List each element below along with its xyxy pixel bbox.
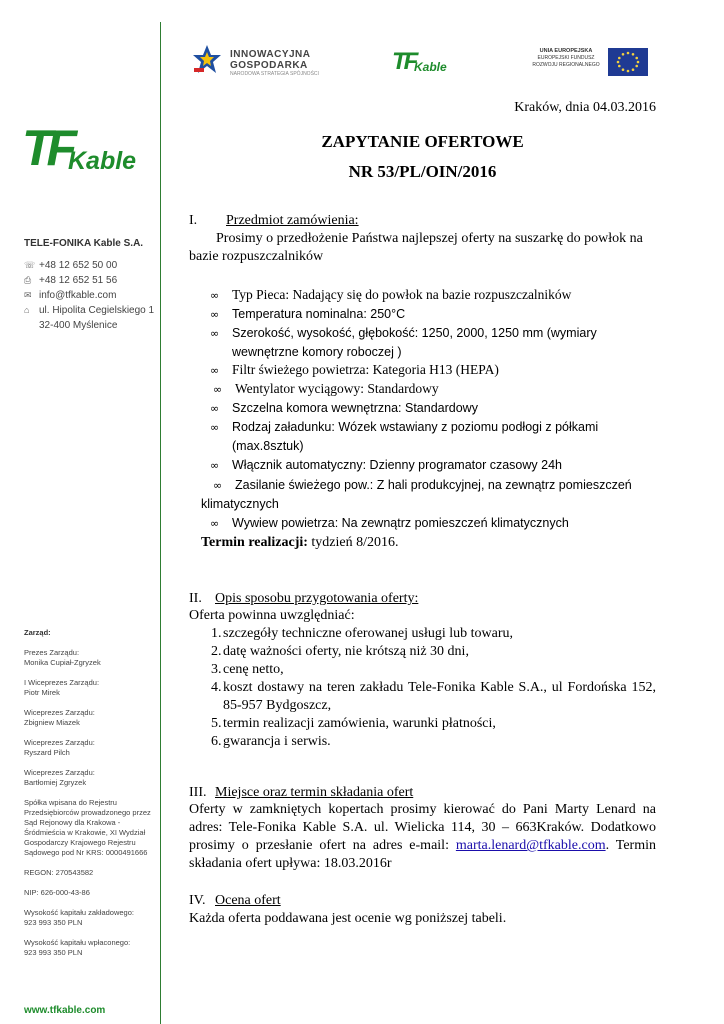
section-number: I.	[189, 213, 198, 228]
section-2-intro: Oferta powinna uwzględniać:	[189, 608, 355, 623]
board-member	[24, 708, 156, 728]
registry-info: Spółka wpisana do Rejestru Przedsiębiorców prowadzonego przez Sąd Rejonowy dla Krakowa - Śródmieścia w Krakowie, XI Wydział Gospodarczy Krajowego Rejestru Sądowego pod Nr KRS: 0000491666	[24, 798, 151, 857]
address-line2: 32-400 Myślenice	[39, 320, 118, 331]
eu-line1: UNIA EUROPEJSKA	[539, 48, 593, 54]
spec-item-continuation: wewnętrzne komory roboczej )	[232, 345, 402, 359]
board-name: Monika Cupiał-Zgryzek	[24, 658, 101, 667]
board-role: Wiceprezes Zarządu:	[24, 738, 95, 747]
term-value: tydzień 8/2016.	[307, 535, 399, 550]
board-member	[24, 678, 156, 698]
spec-item: ∞ Wentylator wyciągowy: Standardowy	[213, 380, 439, 399]
board-name: Bartłomiej Zgryzek	[24, 778, 87, 787]
infinity-bullet-icon: ∞	[210, 364, 220, 377]
sidebar-logo-kable: Kable	[68, 147, 137, 175]
board-info	[24, 628, 156, 968]
website-link[interactable]: www.tfkable.com	[24, 1005, 106, 1016]
spec-item: ∞ Filtr świeżego powietrza: Kategoria H13 (HEPA)	[210, 361, 499, 380]
capital-label: Wysokość kapitału wpłaconego:	[24, 938, 131, 947]
section-title: Opis sposobu przygotowania oferty:	[215, 591, 419, 606]
list-item: 4. koszt dostawy na teren zakładu Tele-Fonika Kable S.A., ul Fordońska 152, 85-957 Bydgoszcz,	[211, 680, 656, 713]
list-item: 2. datę ważności oferty, nie krótszą niż 30 dni,	[211, 644, 469, 659]
document-number: NR 53/PL/OIN/2016	[348, 162, 497, 181]
section-1-heading	[189, 212, 359, 230]
infinity-bullet-icon: ∞	[210, 402, 220, 415]
infinity-bullet-icon: ∞	[210, 421, 220, 434]
company-name: TELE-FONIKA Kable S.A.	[24, 238, 144, 249]
section-number: IV.	[189, 893, 206, 908]
phone-icon: ☏	[24, 260, 36, 270]
eu-line2: EUROPEJSKI FUNDUSZ	[537, 55, 595, 61]
tfkable-sidebar-logo	[22, 120, 140, 180]
infinity-bullet-icon: ∞	[210, 517, 220, 530]
board-name: Ryszard Pilch	[24, 748, 70, 757]
fax-number: +48 12 652 51 56	[39, 275, 118, 286]
list-item: 3. cenę netto,	[211, 662, 284, 677]
sidebar-divider	[160, 22, 161, 1024]
logo1-line1: INNOWACYJNA	[230, 49, 311, 60]
contact-block	[24, 258, 154, 333]
infinity-bullet-icon: ∞	[213, 383, 223, 396]
offer-requirements-list	[189, 625, 656, 751]
board-title: Zarząd:	[24, 628, 51, 637]
capital-value: 923 993 350 PLN	[24, 948, 83, 957]
list-item: 5. termin realizacji zamówienia, warunki płatności,	[211, 716, 496, 731]
capital-label: Wysokość kapitału zakładowego:	[24, 908, 134, 917]
contact-email[interactable]: info@tfkable.com	[39, 290, 117, 301]
spec-item: ∞ Zasilanie świeżego pow.: Z hali produkcyjnej, na zewnątrz pomieszczeń	[213, 476, 656, 495]
logo1-sub: NARODOWA STRATEGIA SPÓJNOŚCI	[230, 71, 319, 77]
capital-paid	[24, 938, 156, 958]
infinity-bullet-icon: ∞	[213, 479, 223, 492]
spec-item: ∞ Szerokość, wysokość, głębokość: 1250, 2000, 1250 mm (wymiary	[210, 324, 597, 343]
infinity-bullet-icon: ∞	[210, 308, 220, 321]
phone-number: +48 12 652 50 00	[39, 260, 118, 271]
infinity-bullet-icon: ∞	[210, 327, 220, 340]
eu-flag-icon	[608, 48, 648, 76]
header-logo-kable: Kable	[414, 60, 447, 74]
board-role: Wiceprezes Zarządu:	[24, 768, 95, 777]
section-number: III.	[189, 785, 207, 800]
eu-fund-logo	[528, 46, 652, 78]
sidebar-logo-tf: TF	[22, 120, 72, 176]
tfkable-header-logo	[392, 48, 462, 78]
header-logo-tf: TF	[392, 48, 416, 75]
board-member	[24, 738, 156, 758]
board-name: Zbigniew Miazek	[24, 718, 80, 727]
eu-line3: ROZWOJU REGIONALNEGO	[532, 62, 600, 68]
email-icon: ✉	[24, 290, 32, 300]
board-role: Wiceprezes Zarządu:	[24, 708, 95, 717]
nip: NIP: 626-000-43-86	[24, 888, 90, 897]
board-role: Prezes Zarządu:	[24, 648, 80, 657]
section-1-intro: Prosimy o przedłożenie Państwa najlepszej oferty na suszarkę do powłok na bazie rozpuszczalników	[189, 231, 643, 264]
section-4-heading	[189, 892, 281, 910]
document-title: ZAPYTANIE OFERTOWE	[321, 132, 524, 151]
spec-item: ∞ Typ Pieca: Nadający się do powłok na bazie rozpuszczalników	[210, 286, 571, 305]
list-item: 6. gwarancja i serwis.	[211, 734, 331, 749]
section-title: Przedmiot zamówienia:	[226, 213, 359, 228]
spec-item-continuation: klimatycznych	[201, 497, 279, 511]
regon: REGON: 270543582	[24, 868, 94, 877]
contact-email-link[interactable]: marta.lenard@tfkable.com	[455, 838, 606, 853]
capital-value: 923 993 350 PLN	[24, 918, 83, 927]
board-role: I Wiceprezes Zarządu:	[24, 678, 100, 687]
section-title: Ocena ofert	[215, 893, 281, 908]
document-date: Kraków, dnia 04.03.2016	[514, 100, 656, 115]
innowacyjna-gospodarka-logo	[192, 44, 337, 78]
star-logo-icon	[192, 44, 222, 76]
board-name: Piotr Mirek	[24, 688, 60, 697]
infinity-bullet-icon: ∞	[210, 459, 220, 472]
delivery-term	[201, 534, 668, 552]
spec-item: ∞ Temperatura nominalna: 250°C	[210, 305, 405, 324]
spec-item: ∞ Szczelna komora wewnętrzna: Standardowy	[210, 399, 478, 418]
address-icon: ⌂	[24, 305, 30, 315]
section-3-text: Oferty w zamkniętych kopertach prosimy kierować do Pani Marty Lenard na adres: Tele-Fonika Kable S.A. ul. Wielicka 114, 30 – 663Kraków. Dodatkowo prosimy o przesłanie ofert na adres e-mail: marta.lenard@tfkable.com. Termin składania ofert upływa: 18.03.2016r	[189, 802, 656, 871]
section-2-heading	[189, 590, 418, 608]
spec-item: ∞ Rodzaj załadunku: Wózek wstawiany z poziomu podłogi z półkami	[210, 418, 598, 437]
board-member	[24, 768, 156, 788]
term-label: Termin realizacji:	[201, 535, 308, 550]
section-number: II.	[189, 591, 202, 606]
spec-item: ∞ Włącznik automatyczny: Dzienny programator czasowy 24h	[210, 456, 562, 475]
capital-registered	[24, 908, 156, 928]
section-title: Miejsce oraz termin składania ofert	[215, 785, 414, 800]
logo1-line2: GOSPODARKA	[230, 60, 308, 71]
section-3-heading	[189, 784, 413, 802]
board-member	[24, 648, 156, 668]
spec-item: ∞ Wywiew powietrza: Na zewnątrz pomieszczeń klimatycznych	[210, 514, 569, 533]
fax-icon: ⎙	[24, 275, 32, 285]
spec-item-continuation: (max.8sztuk)	[232, 439, 304, 453]
infinity-bullet-icon: ∞	[210, 289, 220, 302]
section-4-text: Każda oferta poddawana jest ocenie wg poniższej tabeli.	[189, 911, 507, 926]
address-line1: ul. Hipolita Cegielskiego 1	[39, 305, 155, 316]
list-item: 1. szczegóły techniczne oferowanej usługi lub towaru,	[211, 626, 514, 641]
